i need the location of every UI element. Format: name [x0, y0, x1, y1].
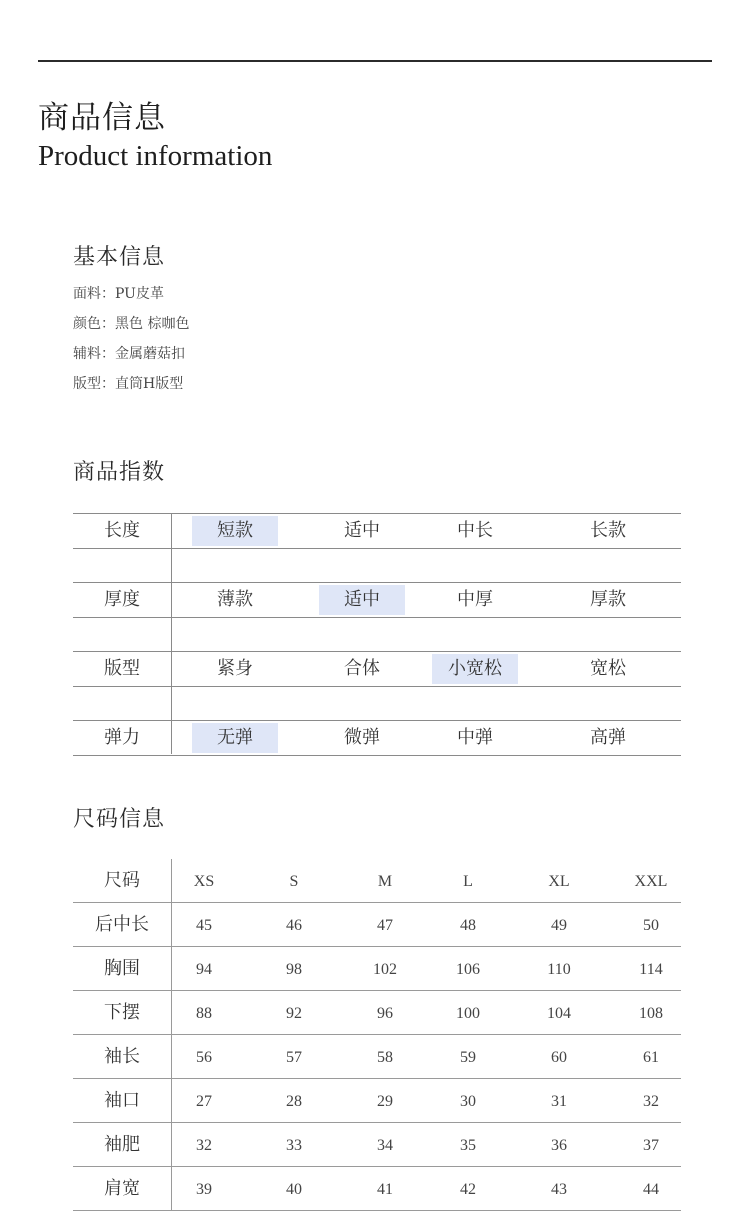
size-cell: 94	[196, 961, 212, 978]
size-cell: 114	[639, 961, 663, 978]
size-row	[73, 1123, 681, 1167]
size-cell: 60	[551, 1049, 567, 1066]
top-divider	[38, 60, 712, 62]
index-option: 厚款	[590, 589, 626, 610]
size-cell: 96	[377, 1005, 393, 1022]
size-row-label: 袖长	[104, 1046, 140, 1067]
index-option-selected: 无弹	[192, 723, 278, 753]
size-cell: 45	[196, 917, 212, 934]
size-cell: 32	[196, 1137, 212, 1154]
size-cell: 33	[286, 1137, 302, 1154]
size-cell: 30	[460, 1093, 476, 1110]
size-row	[73, 903, 681, 947]
size-row-label: 胸围	[104, 958, 140, 979]
info-line-fabric: 面料：PU皮革	[73, 286, 164, 302]
index-option: 长款	[590, 520, 626, 541]
size-cell: 35	[460, 1137, 476, 1154]
index-row-label: 弹力	[104, 727, 140, 748]
size-cell: 98	[286, 961, 302, 978]
size-cell: 50	[643, 917, 659, 934]
size-cell: 61	[643, 1049, 659, 1066]
size-cell: 48	[460, 917, 476, 934]
size-row	[73, 991, 681, 1035]
size-row-label: 袖肥	[104, 1134, 140, 1155]
size-cell: 88	[196, 1005, 212, 1022]
index-option: 合体	[344, 658, 380, 679]
index-row-label: 版型	[104, 658, 140, 679]
info-line-accessory: 辅料：金属蘑菇扣	[73, 346, 185, 362]
size-row	[73, 1079, 681, 1123]
size-row-label: 肩宽	[104, 1178, 140, 1199]
page-title-en: Product information	[38, 140, 273, 172]
info-line-color: 颜色：黑色 棕咖色	[73, 316, 190, 332]
size-cell: M	[377, 873, 393, 890]
size-cell: 27	[196, 1093, 212, 1110]
size-row	[73, 1035, 681, 1079]
size-row-label: 袖口	[104, 1090, 140, 1111]
size-cell: 47	[377, 917, 393, 934]
size-cell: 56	[196, 1049, 212, 1066]
index-option-selected: 适中	[319, 585, 405, 615]
index-option: 适中	[344, 520, 380, 541]
index-row	[73, 513, 681, 549]
size-cell: 102	[373, 961, 397, 978]
size-cell: 110	[547, 961, 571, 978]
size-cell: 37	[643, 1137, 659, 1154]
index-option: 微弹	[344, 727, 380, 748]
size-cell: 31	[551, 1093, 567, 1110]
size-cell: 100	[456, 1005, 480, 1022]
size-cell: 44	[643, 1181, 659, 1198]
index-option-selected: 小宽松	[432, 654, 518, 684]
size-cell: 43	[551, 1181, 567, 1198]
size-cell: 49	[551, 917, 567, 934]
index-option: 宽松	[590, 658, 626, 679]
size-cell: 29	[377, 1093, 393, 1110]
size-cell: 92	[286, 1005, 302, 1022]
index-option-selected: 短款	[192, 516, 278, 546]
size-table	[73, 859, 681, 1211]
size-cell: 39	[196, 1181, 212, 1198]
size-cell: 28	[286, 1093, 302, 1110]
size-cell: 57	[286, 1049, 302, 1066]
size-cell: 58	[377, 1049, 393, 1066]
size-row-label: 后中长	[95, 914, 149, 935]
product-index-table	[73, 513, 681, 756]
page-title-cn: 商品信息	[38, 100, 166, 136]
index-option: 紧身	[217, 658, 253, 679]
size-cell: 40	[286, 1181, 302, 1198]
index-spacer-row	[73, 687, 681, 720]
index-row	[73, 651, 681, 687]
size-cell: 32	[643, 1093, 659, 1110]
index-option: 中厚	[457, 589, 493, 610]
size-cell: 36	[551, 1137, 567, 1154]
size-cell: 34	[377, 1137, 393, 1154]
size-cell: 108	[639, 1005, 663, 1022]
index-spacer-row	[73, 618, 681, 651]
size-cell: XXL	[634, 873, 668, 890]
size-row-label: 尺码	[104, 870, 140, 891]
size-info-heading: 尺码信息	[73, 807, 166, 832]
size-cell: S	[289, 873, 299, 890]
size-row	[73, 947, 681, 991]
size-cell: XS	[193, 873, 215, 890]
index-option: 薄款	[217, 589, 253, 610]
index-option: 高弹	[590, 727, 626, 748]
size-cell: 41	[377, 1181, 393, 1198]
index-row-label: 厚度	[104, 589, 140, 610]
size-cell: 59	[460, 1049, 476, 1066]
product-index-heading: 商品指数	[73, 460, 166, 485]
index-row	[73, 582, 681, 618]
size-cell: 46	[286, 917, 302, 934]
info-line-fit: 版型：直筒H版型	[73, 376, 184, 392]
size-row	[73, 1167, 681, 1211]
size-cell: 42	[460, 1181, 476, 1198]
index-option: 中长	[457, 520, 493, 541]
size-cell: 104	[547, 1005, 571, 1022]
size-cell: XL	[548, 873, 570, 890]
size-row-label: 下摆	[104, 1002, 140, 1023]
index-row	[73, 720, 681, 756]
size-cell: L	[463, 873, 473, 890]
index-option: 中弹	[457, 727, 493, 748]
index-spacer-row	[73, 549, 681, 582]
size-header-row	[73, 859, 681, 903]
size-cell: 106	[456, 961, 480, 978]
basic-info-heading: 基本信息	[73, 245, 166, 270]
index-row-label: 长度	[104, 520, 140, 541]
